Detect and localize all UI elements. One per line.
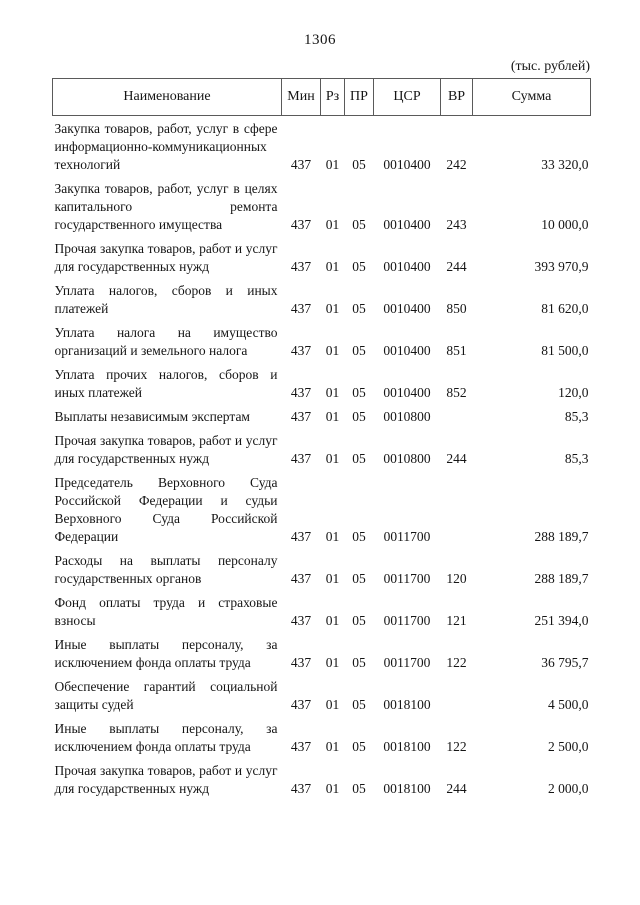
cell-csr: 0010400	[383, 157, 431, 172]
cell-summa: 2 000,0	[548, 781, 589, 796]
cell-pr: 05	[352, 451, 366, 466]
column-header-csr: ЦСР	[374, 79, 441, 116]
cell-summa: 85,3	[564, 409, 589, 424]
column-header-rz: Рз	[321, 79, 345, 116]
cell-rz: 01	[325, 259, 340, 274]
cell-summa: 36 795,7	[541, 655, 589, 670]
cell-vr: 244	[446, 259, 467, 274]
cell-summa: 393 970,9	[534, 259, 589, 274]
cell-summa: 2 500,0	[548, 739, 589, 754]
cell-name: Уплата прочих налогов, сборов и иных платежей	[54, 367, 278, 400]
cell-vr	[441, 674, 473, 716]
cell-csr: 0010400	[383, 259, 431, 274]
cell-pr: 05	[352, 781, 366, 796]
cell-summa: 33 320,0	[541, 157, 589, 172]
table-row	[53, 320, 591, 362]
cell-name: Закупка товаров, работ, услуг в целях капитального ремонта государственного имущества	[54, 181, 278, 232]
cell-vr: 244	[446, 781, 467, 796]
cell-pr: 05	[352, 157, 366, 172]
units-note: (тыс. рублей)	[510, 59, 590, 74]
cell-min: 437	[290, 529, 312, 544]
cell-min: 437	[290, 571, 312, 586]
cell-name: Прочая закупка товаров, работ и услуг для государственных нужд	[54, 241, 278, 274]
cell-name: Расходы на выплаты персоналу государственных органов	[54, 553, 278, 586]
cell-min: 437	[290, 697, 312, 712]
cell-rz: 01	[325, 157, 340, 172]
page-number: 1306	[304, 32, 336, 48]
table-row	[53, 176, 591, 236]
cell-name: Прочая закупка товаров, работ и услуг для государственных нужд	[54, 433, 278, 466]
table-row	[53, 116, 591, 177]
column-header-summa: Сумма	[473, 79, 591, 116]
cell-name: Иные выплаты персоналу, за исключением фонда оплаты труда	[54, 637, 278, 670]
cell-name: Уплата налога на имущество организаций и земельного налога	[54, 325, 278, 358]
cell-vr: 122	[446, 655, 467, 670]
cell-pr: 05	[352, 529, 366, 544]
cell-name: Выплаты независимым экспертам	[54, 409, 250, 424]
cell-vr: 121	[446, 613, 467, 628]
cell-csr: 0010400	[383, 301, 431, 316]
cell-rz: 01	[325, 571, 340, 586]
cell-min: 437	[290, 739, 312, 754]
cell-min: 437	[290, 409, 312, 424]
cell-rz: 01	[325, 451, 340, 466]
cell-vr: 120	[446, 571, 467, 586]
cell-min: 437	[290, 613, 312, 628]
table-row	[53, 470, 591, 548]
cell-csr: 0010800	[383, 451, 431, 466]
cell-summa: 81 500,0	[541, 343, 589, 358]
table-row	[53, 716, 591, 758]
cell-csr: 0011700	[383, 655, 431, 670]
cell-pr: 05	[352, 697, 366, 712]
cell-summa: 288 189,7	[534, 529, 589, 544]
cell-vr: 122	[446, 739, 467, 754]
cell-pr: 05	[352, 259, 366, 274]
table-row	[53, 632, 591, 674]
table-row	[53, 236, 591, 278]
cell-csr: 0010400	[383, 343, 431, 358]
cell-min: 437	[290, 781, 312, 796]
cell-vr: 242	[446, 157, 467, 172]
cell-name: Обеспечение гарантий социальной защиты судей	[54, 679, 278, 712]
cell-rz: 01	[325, 409, 340, 424]
column-header-naimenovanie: Наименование	[53, 79, 282, 116]
column-header-min: Мин	[282, 79, 321, 116]
cell-csr: 0010800	[383, 409, 431, 424]
cell-pr: 05	[352, 655, 366, 670]
cell-csr: 0018100	[383, 739, 431, 754]
cell-pr: 05	[352, 409, 366, 424]
table-header-row	[53, 79, 591, 116]
cell-min: 437	[290, 451, 312, 466]
cell-vr	[441, 404, 473, 428]
cell-summa: 288 189,7	[534, 571, 589, 586]
cell-pr: 05	[352, 613, 366, 628]
cell-rz: 01	[325, 385, 340, 400]
cell-pr: 05	[352, 571, 366, 586]
cell-rz: 01	[325, 613, 340, 628]
table-row	[53, 278, 591, 320]
cell-name: Иные выплаты персоналу, за исключением фонда оплаты труда	[54, 721, 278, 754]
cell-summa: 10 000,0	[541, 217, 589, 232]
cell-name: Закупка товаров, работ, услуг в сфере информационно-коммуникационных технологий	[54, 121, 278, 172]
cell-min: 437	[290, 157, 312, 172]
table-row	[53, 362, 591, 404]
cell-summa: 120,0	[558, 385, 589, 400]
cell-pr: 05	[352, 217, 366, 232]
table-body	[53, 116, 591, 801]
cell-vr: 852	[446, 385, 467, 400]
cell-pr: 05	[352, 301, 366, 316]
cell-vr: 850	[446, 301, 467, 316]
cell-csr: 0011700	[383, 571, 431, 586]
budget-table	[52, 78, 591, 800]
cell-min: 437	[290, 343, 312, 358]
cell-csr: 0011700	[383, 529, 431, 544]
table-row	[53, 428, 591, 470]
table-row	[53, 758, 591, 800]
cell-vr	[441, 470, 473, 548]
cell-min: 437	[290, 301, 312, 316]
cell-vr: 243	[446, 217, 467, 232]
cell-summa: 81 620,0	[541, 301, 589, 316]
cell-rz: 01	[325, 343, 340, 358]
cell-vr: 851	[446, 343, 467, 358]
page-content	[52, 58, 590, 800]
cell-name: Председатель Верховного Суда Российской Федерации и судьи Верховного Суда Российской Федерации	[54, 475, 278, 544]
column-header-vr: ВР	[441, 79, 473, 116]
cell-csr: 0010400	[383, 217, 431, 232]
cell-rz: 01	[325, 301, 340, 316]
cell-name: Уплата налогов, сборов и иных платежей	[54, 283, 278, 316]
cell-pr: 05	[352, 343, 366, 358]
cell-rz: 01	[325, 655, 340, 670]
table-row	[53, 590, 591, 632]
cell-rz: 01	[325, 781, 340, 796]
cell-rz: 01	[325, 697, 340, 712]
cell-csr: 0018100	[383, 781, 431, 796]
cell-summa: 4 500,0	[548, 697, 589, 712]
cell-rz: 01	[325, 217, 340, 232]
cell-name: Фонд оплаты труда и страховые взносы	[54, 595, 278, 628]
column-header-pr: ПР	[345, 79, 374, 116]
cell-summa: 85,3	[564, 451, 589, 466]
table-row	[53, 548, 591, 590]
cell-summa: 251 394,0	[534, 613, 589, 628]
cell-csr: 0010400	[383, 385, 431, 400]
cell-csr: 0011700	[383, 613, 431, 628]
cell-min: 437	[290, 217, 312, 232]
table-row	[53, 404, 591, 428]
cell-pr: 05	[352, 385, 366, 400]
cell-name: Прочая закупка товаров, работ и услуг для государственных нужд	[54, 763, 278, 796]
cell-vr: 244	[446, 451, 467, 466]
cell-min: 437	[290, 259, 312, 274]
cell-rz: 01	[325, 739, 340, 754]
cell-min: 437	[290, 385, 312, 400]
cell-pr: 05	[352, 739, 366, 754]
cell-min: 437	[290, 655, 312, 670]
cell-rz: 01	[325, 529, 340, 544]
cell-csr: 0018100	[383, 697, 431, 712]
table-row	[53, 674, 591, 716]
